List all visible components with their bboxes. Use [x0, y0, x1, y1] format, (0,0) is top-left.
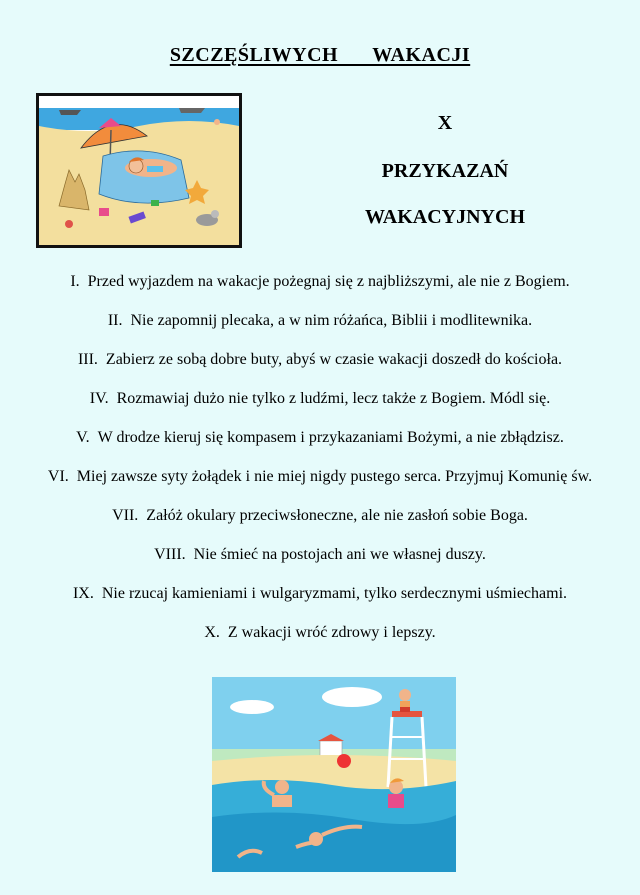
commandment-1	[0, 270, 640, 309]
commandment-text: Załóż okulary przeciwsłoneczne, ale nie zasłoń sobie Boga.	[146, 507, 528, 524]
commandment-text: Nie śmieć na postojach ani we własnej duszy.	[193, 546, 486, 563]
commandment-text: Miej zawsze syty żołądek i nie miej nigdy pustego serca. Przyjmuj Komunię św.	[76, 468, 593, 485]
subtitle-vacation: WAKACYJNYCH	[365, 206, 525, 228]
commandment-2	[0, 309, 640, 348]
commandment-text: W drodze kieruj się kompasem i przykazaniami Bożymi, a nie zbłądzisz.	[97, 429, 564, 446]
swimming-illustration	[212, 677, 456, 872]
commandments-list	[0, 270, 640, 660]
commandment-text: Nie rzucaj kamieniami i wulgaryzmami, tylko serdecznymi uśmiechami.	[101, 585, 568, 602]
commandment-number: V.	[76, 429, 90, 446]
subtitle-commandments: PRZYKAZAŃ	[381, 160, 509, 182]
commandment-number: IX.	[72, 585, 94, 602]
commandment-number: VII.	[112, 507, 139, 524]
commandment-7	[0, 504, 640, 543]
commandment-9	[0, 582, 640, 621]
commandment-6	[0, 465, 640, 504]
commandment-number: X.	[204, 624, 220, 641]
commandment-number: IV.	[89, 390, 109, 407]
commandment-text: Zabierz ze sobą dobre buty, abyś w czasie wakacji doszedł do kościoła.	[105, 351, 563, 368]
beach-illustration	[36, 93, 242, 248]
commandment-number: VI.	[47, 468, 69, 485]
commandment-text: Z wakacji wróć zdrowy i lepszy.	[227, 624, 436, 641]
commandment-10	[0, 621, 640, 660]
commandment-text: Rozmawiaj dużo nie tylko z ludźmi, lecz także z Bogiem. Módl się.	[116, 390, 551, 407]
commandment-8	[0, 543, 640, 582]
commandment-4	[0, 387, 640, 426]
commandment-text: Przed wyjazdem na wakacje pożegnaj się z najbliższymi, ale nie z Bogiem.	[87, 273, 570, 290]
commandment-5	[0, 426, 640, 465]
commandment-number: VIII.	[154, 546, 186, 563]
page-title	[0, 44, 640, 67]
page-title-text: SZCZĘŚLIWYCH WAKACJI	[169, 44, 471, 66]
commandment-3	[0, 348, 640, 387]
commandment-text: Nie zapomnij plecaka, a w nim różańca, Biblii i modlitewnika.	[130, 312, 533, 329]
commandment-number: II.	[107, 312, 123, 329]
commandment-number: I.	[70, 273, 80, 290]
commandment-number: III.	[77, 351, 98, 368]
subtitle-numeral: X	[437, 112, 453, 134]
